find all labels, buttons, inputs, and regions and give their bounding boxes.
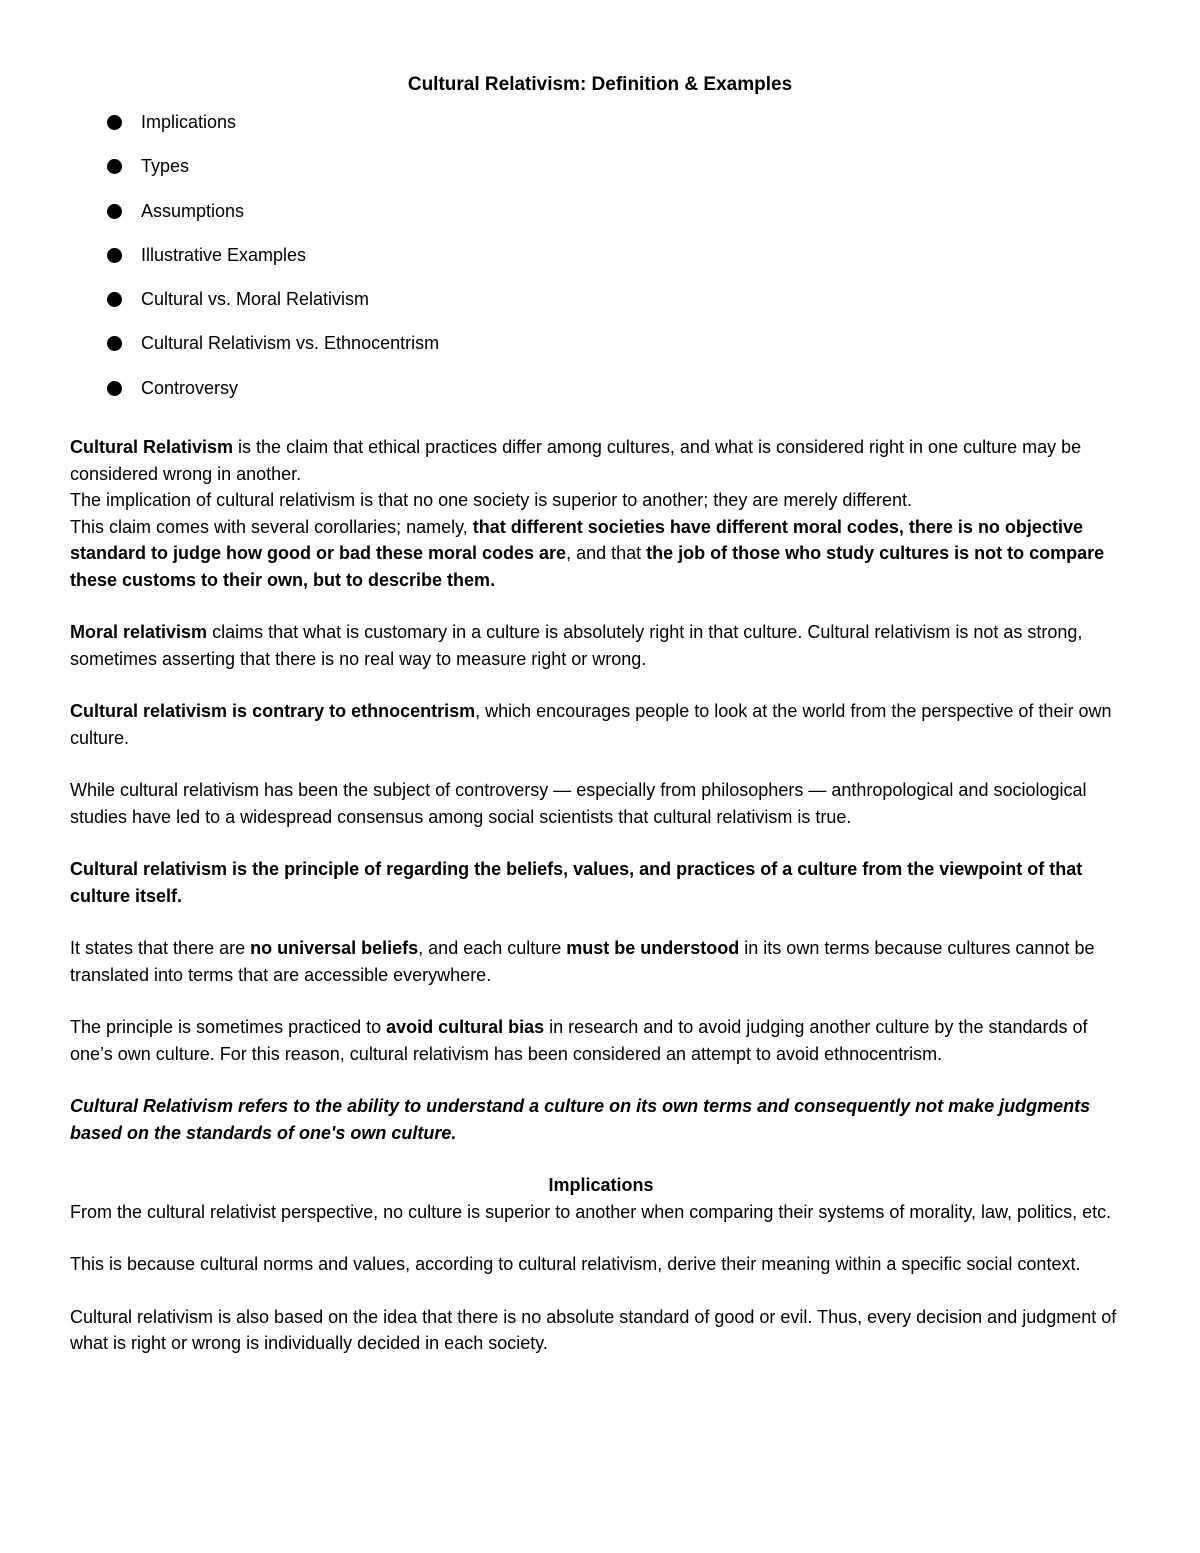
implication-paragraph: The implication of cultural relativism is that no one society is superior to another; they are merely different.: [70, 490, 913, 510]
topic-list: [105, 108, 439, 418]
topic-label: Cultural vs. Moral Relativism: [141, 289, 370, 310]
paragraph-text: in its own terms because cultures cannot be translated into terms that are accessible everywhere.: [70, 938, 1095, 985]
implications-paragraph-2: This is because cultural norms and values, according to cultural relativism, derive their meaning within a specific social context.: [70, 1254, 1081, 1274]
bullet-icon: [107, 115, 122, 130]
corollaries-paragraph: [70, 514, 1132, 594]
paragraph-text: is the claim that ethical practices differ among cultures, and what is considered right in one culture may be considered wrong in another.: [70, 437, 1082, 484]
bullet-icon: [107, 292, 122, 307]
topic-label: Illustrative Examples: [141, 244, 307, 265]
definition-quote: Cultural Relativism refers to the ability to understand a culture on its own terms and consequently not make judgments based on the standards of one's own culture.: [70, 1096, 1091, 1143]
paragraph-text: The principle is sometimes practiced to: [70, 1017, 387, 1037]
bold-phrase: must be understood: [566, 938, 740, 958]
definition-paragraph: [70, 434, 1132, 487]
topic-list-item: [105, 374, 439, 418]
paragraph-text: , and each culture: [418, 938, 567, 958]
bullet-icon: [107, 336, 122, 351]
topic-list-item: [105, 108, 439, 152]
topic-label: Types: [141, 156, 190, 177]
section-heading-implications: Implications: [548, 1175, 654, 1195]
document-title: Cultural Relativism: Definition & Examples: [407, 74, 793, 95]
topic-label: Controversy: [141, 377, 239, 398]
principle-paragraph: [70, 856, 1132, 909]
moral-relativism-paragraph: [70, 619, 1132, 672]
bold-phrase: that different societies have different moral codes, there is no objective standard to judge how good or bad these moral codes are: [70, 516, 1083, 563]
topic-list-item: [105, 241, 439, 285]
universal-beliefs-paragraph: [70, 935, 1132, 988]
bold-phrase: no universal beliefs: [250, 938, 419, 958]
bullet-icon: [107, 248, 122, 263]
paragraph-text: in research and to avoid judging another culture by the standards of one’s own culture. For this reason, cultural relativism has been considered an attempt to avoid ethnocentrism.: [70, 1017, 1088, 1064]
bold-term: Cultural Relativism: [70, 437, 234, 457]
bold-term: Moral relativism: [70, 622, 208, 642]
bold-statement: Cultural relativism is the principle of regarding the beliefs, values, and practices of a culture from the viewpoint of that culture itself.: [70, 859, 1083, 906]
topic-list-item: [105, 152, 439, 196]
cultural-bias-paragraph: [70, 1014, 1132, 1067]
implications-paragraph-1: From the cultural relativist perspective, no culture is superior to another when comparing their systems of morality, law, politics, etc.: [70, 1201, 1112, 1222]
bullet-icon: [107, 159, 122, 174]
controversy-paragraph: While cultural relativism has been the subject of controversy — especially from philosophers — anthropological and sociological studies have led to a widespread consensus among social scientists that cultural relativism is true.: [70, 780, 1087, 827]
paragraph-text: It states that there are: [70, 938, 251, 958]
bold-phrase: the job of those who study cultures is not to compare these customs to their own, but to describe them: [70, 543, 1105, 590]
topic-list-item: [105, 329, 439, 373]
bold-phrase: Cultural relativism is contrary to ethnocentrism: [70, 701, 476, 721]
paragraph-text: claims that what is customary in a culture is absolutely right in that culture. Cultural relativism is not as strong, sometimes asserting that there is no real way to measure right or wrong.: [70, 622, 1083, 669]
topic-list-item: [105, 285, 439, 329]
topic-label: Cultural Relativism vs. Ethnocentrism: [141, 333, 440, 354]
document-body: [70, 434, 1132, 1357]
ethnocentrism-paragraph: [70, 698, 1132, 751]
bullet-icon: [107, 204, 122, 219]
paragraph-text: This claim comes with several corollaries; namely,: [70, 516, 473, 537]
topic-label: Assumptions: [141, 200, 245, 221]
topic-list-item: [105, 197, 439, 241]
bold-phrase: avoid cultural bias: [386, 1017, 545, 1037]
topic-label: Implications: [141, 112, 237, 132]
paragraph-text: , which encourages people to look at the world from the perspective of their own culture.: [70, 701, 1112, 748]
paragraph-text: , and that: [566, 543, 647, 563]
implications-paragraph-3: Cultural relativism is also based on the idea that there is no absolute standard of good or evil. Thus, every decision and judgment of what is right or wrong is individually decided in each society.: [70, 1306, 1117, 1353]
bullet-icon: [107, 381, 122, 396]
bold-phrase: .: [490, 569, 496, 590]
